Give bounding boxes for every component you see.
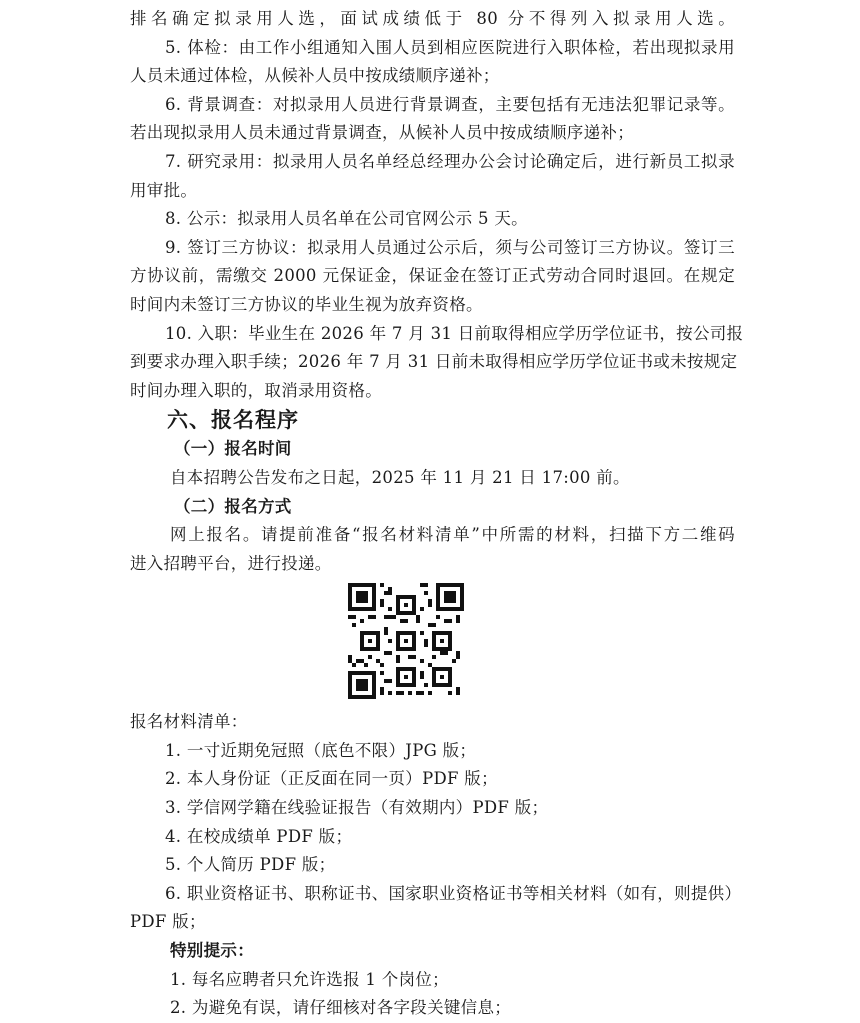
paragraph-line: 6. 背景调查：对拟录用人员进行背景调查，主要包括有无违法犯罪记录等。 [165,94,735,114]
material-item: 5. 个人简历 PDF 版； [165,855,336,875]
qr-code-container [130,578,735,708]
material-item: 2. 本人身份证（正反面在同一页）PDF 版； [165,769,498,789]
paragraph-line: 到要求办理入职手续；2026 年 7 月 31 日前未取得相应学历学位证书或未按规定 [130,352,738,372]
paragraph-line: 9. 签订三方协议：拟录用人员通过公示后，须与公司签订三方协议。签订三 [165,237,735,257]
paragraph-line: 时间办理入职的，取消录用资格。 [130,380,382,400]
registration-method-text: 进入招聘平台，进行投递。 [130,553,332,573]
registration-method-text: 网上报名。请提前准备“报名材料清单”中所需的材料，扫描下方二维码 [170,525,735,545]
material-item: 6. 职业资格证书、职称证书、国家职业资格证书等相关材料（如有，则提供） [165,883,742,903]
paragraph-line: 8. 公示：拟录用人员名单在公司官网公示 5 天。 [165,209,528,229]
tip-item: 1. 每名应聘者只允许选报 1 个岗位； [170,969,449,989]
document-page [130,5,744,1023]
paragraph-line: 10. 入职：毕业生在 2026 年 7 月 31 日前取得相应学历学位证书，按公司报 [165,323,744,343]
material-item: 4. 在校成绩单 PDF 版； [165,826,353,846]
subsection-title-registration-method: （二）报名方式 [174,496,292,516]
section-title: 六、报名程序 [167,407,299,433]
material-item: 1. 一寸近期免冠照（底色不限）JPG 版； [165,740,477,760]
tip-item: 2. 为避免有误，请仔细核对各字段关键信息； [170,998,512,1018]
paragraph-line: 人员未通过体检，从候补人员中按成绩顺序递补； [130,66,500,86]
tips-title: 特别提示： [170,941,254,961]
paragraph-line: 方协议前，需缴交 2000 元保证金，保证金在签订正式劳动合同时退回。在规定 [130,266,735,286]
material-item: 3. 学信网学籍在线验证报告（有效期内）PDF 版； [165,798,549,818]
paragraph-line: 7. 研究录用：拟录用人员名单经总经理办公会讨论确定后，进行新员工拟录 [165,151,735,171]
paragraph-line: 5. 体检：由工作小组通知入围人员到相应医院进行入职体检，若出现拟录用 [165,37,735,57]
material-item-continuation: PDF 版； [130,912,206,932]
paragraph-line: 时间内未签订三方协议的毕业生视为放弃资格。 [130,294,483,314]
qr-code-icon[interactable] [348,583,464,699]
paragraph-line: 用审批。 [130,180,198,200]
paragraph-line: 若出现拟录用人员未通过背景调查，从候补人员中按成绩顺序递补； [130,123,634,143]
subsection-title-registration-time: （一）报名时间 [174,439,292,459]
materials-title: 报名材料清单： [130,712,248,732]
paragraph-line: 排名确定拟录用人选，面试成绩低于 80 分不得列入拟录用人选。 [130,9,735,28]
registration-time-text: 自本招聘公告发布之日起，2025 年 11 月 21 日 17:00 前。 [170,467,630,487]
